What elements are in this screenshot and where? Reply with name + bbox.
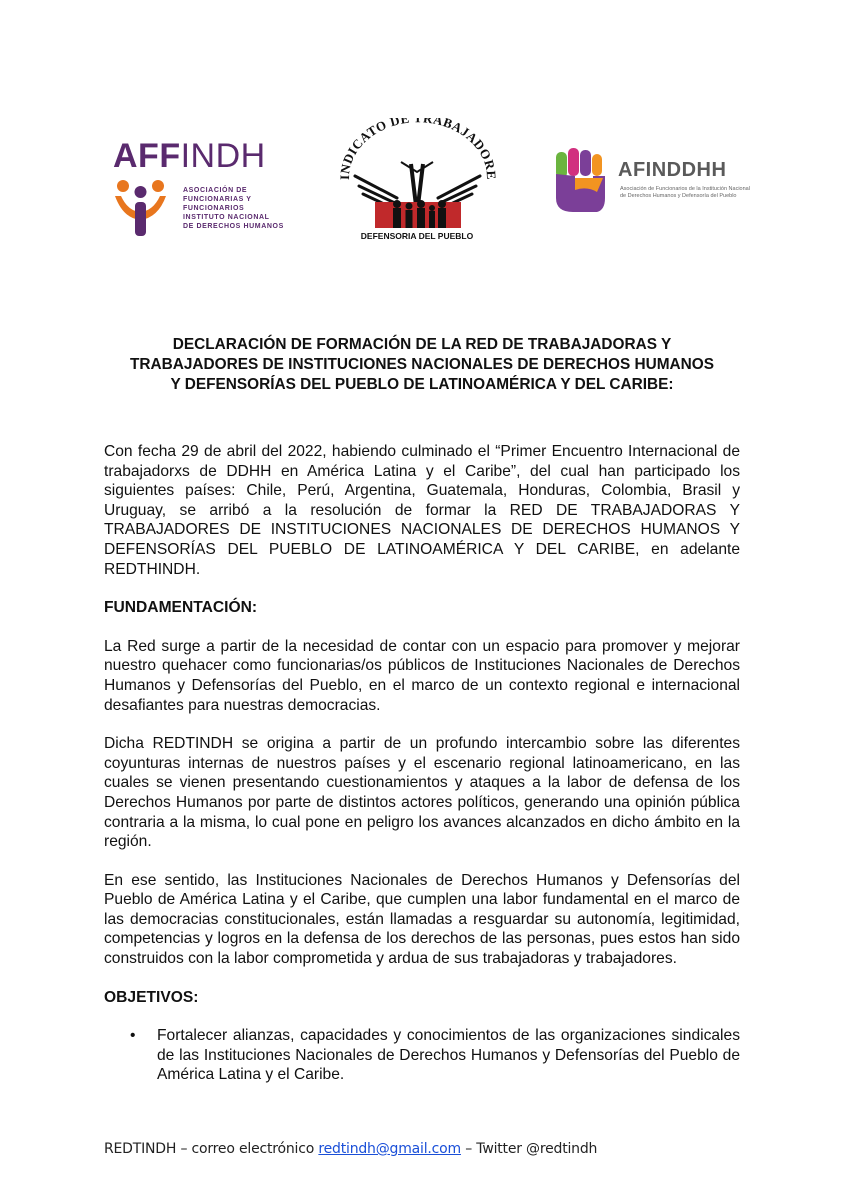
footer-suffix: – Twitter @redtindh — [465, 1141, 598, 1157]
email-link[interactable]: redtindh@gmail.com — [318, 1141, 461, 1157]
objetivo-text: Fortalecer alianzas, capacidades y conocimientos de las organizaciones sindicales de las Instituciones Nacionales de Derechos Humanos y Defensorías del Pueblo de América Latina y el Caribe. — [157, 1027, 740, 1084]
fundamentacion-paragraph-1: La Red surge a partir de la necesidad de contar con un espacio para promover y mejorar nuestro quehacer como funcionarias/os públicos de Instituciones Nacionales de Derechos Humanos y Defensorías del Pueblo, en el marco de un contexto regional e internacional desafiantes para nuestras democracias. — [104, 637, 740, 714]
sindicato-arc-text: INDICATO DE RABAJADORE — [336, 118, 500, 181]
document-body — [104, 442, 740, 1085]
intro-paragraph: Con fecha 29 de abril del 2022, habiendo culminado el “Primer Encuentro Internacional de trabajadorxs de DDHH en América Latina y el Caribe”, del cual han participado los siguientes países: Chile, Perú, Argentina, Guatemala, Honduras, Colombia, Brasil y Uruguay, se arribó a la resolución de formar la RED DE TRABAJADORAS Y TRABAJADORES DE INSTITUCIONES NACIONALES DE DERECHOS HUMANOS Y DEFENSORÍAS DEL PUEBLO DE LATINOAMÉRICA Y DEL CARIBE, en adelante REDTHINDH. — [104, 443, 740, 578]
fundamentacion-heading: FUNDAMENTACIÓN: — [104, 599, 258, 617]
objetivos-list — [104, 1026, 740, 1085]
people-group-icon — [113, 178, 168, 238]
afinddhh-wordmark: AFINDDHH — [618, 159, 727, 181]
raised-fist-icon — [553, 148, 611, 214]
fundamentacion-paragraph-3: En ese sentido, las Instituciones Nacionales de Derechos Humanos y Defensorías del Pueblo de América Latina y el Caribe, que cumplen una labor fundamental en el marco de las democracias constitucionales, están llamadas a resguardar su autonomía, legitimidad, competencias y logros en la defensa de los derechos de las personas, pues estos han sido construidos con la labor comprometida y ardua de sus trabajadoras y trabajadores. — [104, 871, 740, 968]
sindicato-bottom-text: DEFENSORIA DEL PUEBLO — [360, 231, 474, 241]
afinddhh-logo — [553, 148, 763, 218]
list-item — [104, 1026, 740, 1085]
page-footer — [104, 1141, 597, 1157]
afinddhh-subtitle: Asociación de Funcionarios de la Institución Nacional de Derechos Humanos y Defensoría del Pueblo — [620, 186, 750, 199]
sindicato-emblem — [335, 118, 500, 243]
footer-prefix: REDTINDH – correo electrónico — [104, 1141, 315, 1157]
sindicato-logo — [335, 118, 500, 243]
affindh-subtitle: ASOCIACIÓN DE FUNCIONARIAS Y FUNCIONARIOS INSTITUTO NACIONAL DE DERECHOS HUMANOS — [183, 187, 284, 230]
affindh-logo — [113, 138, 288, 233]
affindh-wordmark: AFFINDH — [113, 137, 266, 175]
document-title: DECLARACIÓN DE FORMACIÓN DE LA RED DE TRABAJADORAS Y TRABAJADORES DE INSTITUCIONES NACIONALES DE DERECHOS HUMANOS Y DEFENSORÍAS DEL PUEBLO DE LATINOAMÉRICA Y DEL CARIBE: — [129, 336, 715, 393]
logo-row — [0, 118, 849, 248]
objetivos-heading: OBJETIVOS: — [104, 988, 199, 1006]
fundamentacion-paragraph-2: Dicha REDTINDH se origina a partir de un profundo intercambio sobre las diferentes coyunturas internas de nuestros países y el escenario regional latinoamericano, en las cuales se vienen presentando cuestionamientos y ataques a la labor de defensa de los Derechos Humanos por parte de distintos actores políticos, generando una opinión pública contraria a la misma, lo cual pone en peligro los avances alcanzados en dicho ámbito en la región. — [104, 735, 740, 851]
bullet-icon: • — [130, 1027, 136, 1045]
